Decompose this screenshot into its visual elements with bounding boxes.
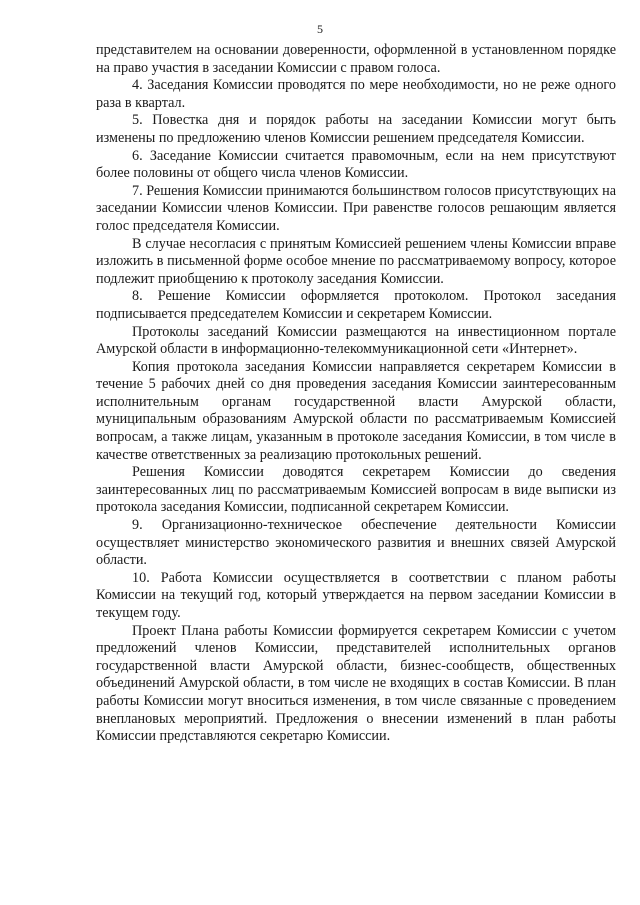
paragraph-continuation: представителем на основании доверенности, оформленной в установленном порядке на право участия в заседании Комиссии с правом голоса. [96, 42, 616, 76]
paragraph-protocol-publication: Протоколы заседаний Комиссии размещаются на инвестиционном портале Амурской области в информационно-телекоммуникационной сети «Интернет». [96, 323, 616, 358]
paragraph-item-9: 9. Организационно-техническое обеспечение деятельности Комиссии осуществляет министерство экономического развития и внешних связей Амурской области. [96, 517, 616, 569]
paragraph-item-8: 8. Решение Комиссии оформляется протоколом. Протокол заседания подписывается председателем Комиссии и секретарем Комиссии. [96, 288, 616, 322]
page-number: 5 [317, 22, 323, 36]
paragraph-item-4: 4. Заседания Комиссии проводятся по мере необходимости, но не реже одного раза в квартал. [96, 77, 616, 111]
document-body [96, 42, 616, 746]
paragraph-work-plan: Проект Плана работы Комиссии формируется секретарем Комиссии с учетом предложений членов Комиссии, представителей исполнительных органов государственной власти Амурской области, бизнес-сообществ, общественных объединений Амурской области, в том числе не входящих в состав Комиссии. В план работы Комиссии могут вноситься изменения, в том числе связанные с проведением внеплановых мероприятий. Предложения о внесении изменений в план работы Комиссии представляются секретарю Комиссии. [96, 622, 616, 745]
paragraph-protocol-copy: Копия протокола заседания Комиссии направляется секретарем Комиссии в течение 5 рабочих дней со дня проведения заседания Комиссии заинтересованным исполнительным органам государственной власти Амурской области, муниципальным образованиям Амурской области по рассматриваемым Комиссией вопросам, а также лицам, указанным в протоколе заседания Комиссии, в том числе в качестве ответственных за реализацию протокольных решений. [96, 358, 616, 463]
paragraph-dissent: В случае несогласия с принятым Комиссией решением члены Комиссии вправе изложить в письменной форме особое мнение по рассматриваемому вопросу, которое подлежит приобщению к протоколу заседания Комиссии. [96, 235, 616, 287]
paragraph-item-5: 5. Повестка дня и порядок работы на заседании Комиссии могут быть изменены по предложению членов Комиссии решением председателя Комиссии. [96, 112, 616, 146]
paragraph-item-6: 6. Заседание Комиссии считается правомочным, если на нем присутствуют более половины от общего числа членов Комиссии. [96, 147, 616, 182]
paragraph-item-10: 10. Работа Комиссии осуществляется в соответствии с планом работы Комиссии на текущий год, который утверждается на первом заседании Комиссии в текущем году. [96, 569, 616, 621]
paragraph-decision-notice: Решения Комиссии доводятся секретарем Комиссии до сведения заинтересованных лиц по рассматриваемым Комиссией вопросам в виде выписки из протокола заседания Комиссии, подписанной секретарем Комиссии. [96, 464, 616, 516]
paragraph-item-7: 7. Решения Комиссии принимаются большинством голосов присутствующих на заседании Комиссии членов Комиссии. При равенстве голосов решающим является голос председателя Комиссии. [96, 182, 617, 234]
